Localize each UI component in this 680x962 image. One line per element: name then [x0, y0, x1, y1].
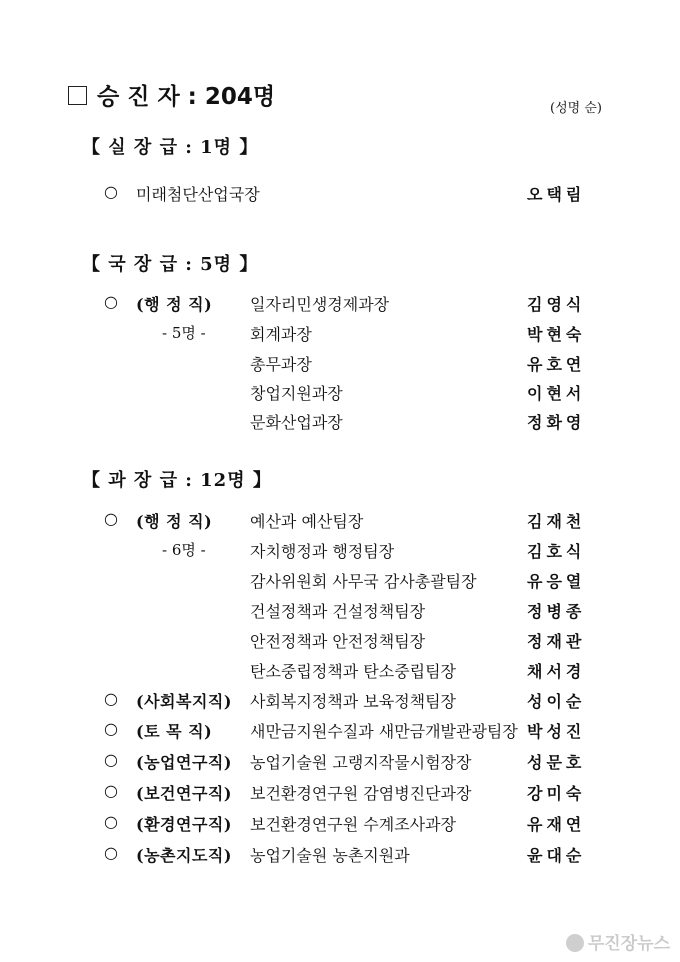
- order-note: (성명 순): [550, 101, 602, 116]
- list-item: [0, 352, 680, 378]
- department: 예산과 예산팀장: [250, 512, 364, 531]
- department: 미래첨단산업국장: [136, 185, 260, 204]
- list-item: [0, 629, 680, 655]
- person-name: 성문호: [527, 753, 586, 772]
- department: 자치행정과 행정팀장: [250, 542, 395, 561]
- bullet-icon: ○: [104, 719, 118, 738]
- person-name: 박현숙: [527, 325, 586, 344]
- job-category: (행 정 직): [136, 295, 213, 314]
- job-category: (농촌지도직): [136, 846, 232, 865]
- department: 농업기술원 고랭지작물시험장장: [250, 753, 472, 772]
- department: 새만금지원수질과 새만금개발관광팀장: [250, 722, 518, 741]
- list-item: [0, 843, 680, 869]
- person-name: 김호식: [527, 542, 586, 561]
- department: 안전정책과 안전정책팀장: [250, 632, 426, 651]
- person-name: 성이순: [527, 692, 586, 711]
- person-name: 강미숙: [527, 784, 586, 803]
- section-heading: 【 과 장 급 : 12명 】: [82, 470, 272, 491]
- bullet-icon: ○: [104, 812, 118, 831]
- person-name: 윤대순: [527, 846, 586, 865]
- page-title-text: 승 진 자 : 204명: [97, 84, 276, 110]
- list-item: [0, 719, 680, 745]
- department: 일자리민생경제과장: [250, 295, 390, 314]
- department: 농업기술원 농촌지원과: [250, 846, 410, 865]
- logo-icon: [566, 934, 584, 952]
- bullet-icon: ○: [104, 509, 118, 528]
- department: 보건환경연구원 수계조사과장: [250, 815, 457, 834]
- bullet-icon: ○: [104, 781, 118, 800]
- department: 회계과장: [250, 325, 312, 344]
- person-name: 정재관: [527, 632, 586, 651]
- list-item: [0, 812, 680, 838]
- section-heading: 【 실 장 급 : 1명 】: [82, 137, 259, 158]
- page-title: [68, 78, 275, 111]
- person-name: 정병종: [527, 602, 586, 621]
- person-name: 박성진: [527, 722, 586, 741]
- department: 창업지원과장: [250, 384, 343, 403]
- department: 탄소중립정책과 탄소중립팀장: [250, 662, 457, 681]
- person-name: 유재연: [527, 815, 586, 834]
- category-count: - 6명 -: [162, 541, 206, 559]
- department: 총무과장: [250, 355, 312, 374]
- bullet-icon: ○: [104, 689, 118, 708]
- list-item: [0, 599, 680, 625]
- person-name: 이현서: [527, 384, 586, 403]
- person-name: 정화영: [527, 413, 586, 432]
- job-category: (보건연구직): [136, 784, 232, 803]
- bullet-icon: ○: [104, 182, 118, 201]
- job-category: (농업연구직): [136, 753, 232, 772]
- watermark: [566, 929, 670, 954]
- job-category: (토 목 직): [136, 722, 213, 741]
- list-item: [0, 750, 680, 776]
- person-name: 김재천: [527, 512, 586, 531]
- person-name: 유응열: [527, 572, 586, 591]
- list-item: [0, 509, 680, 535]
- department: 보건환경연구원 감염병진단과장: [250, 784, 472, 803]
- list-item: [0, 569, 680, 595]
- department: 사회복지정책과 보육정책팀장: [250, 692, 457, 711]
- watermark-text: 무진장뉴스: [587, 934, 670, 954]
- list-item: [0, 410, 680, 436]
- person-name: 김영식: [527, 295, 586, 314]
- bullet-icon: ○: [104, 750, 118, 769]
- job-category: (사회복지직): [136, 692, 232, 711]
- list-item: [0, 539, 680, 565]
- person-name: 유호연: [527, 355, 586, 374]
- department: 건설정책과 건설정책팀장: [250, 602, 426, 621]
- list-item: [0, 659, 680, 685]
- job-category: (행 정 직): [136, 512, 213, 531]
- department: 감사위원회 사무국 감사총괄팀장: [250, 572, 477, 591]
- bullet-icon: ○: [104, 292, 118, 311]
- category-count: - 5명 -: [162, 324, 206, 342]
- list-item: [0, 381, 680, 407]
- department: 문화산업과장: [250, 413, 343, 432]
- list-item: [0, 292, 680, 318]
- checkbox-square-icon: [68, 86, 87, 105]
- person-name: 오택림: [527, 185, 586, 204]
- person-name: 채서경: [527, 662, 586, 681]
- list-item: [0, 322, 680, 348]
- bullet-icon: ○: [104, 843, 118, 862]
- job-category: (환경연구직): [136, 815, 232, 834]
- list-item: [0, 781, 680, 807]
- section-heading: 【 국 장 급 : 5명 】: [82, 254, 259, 275]
- list-item: [0, 689, 680, 715]
- list-item: [0, 182, 680, 208]
